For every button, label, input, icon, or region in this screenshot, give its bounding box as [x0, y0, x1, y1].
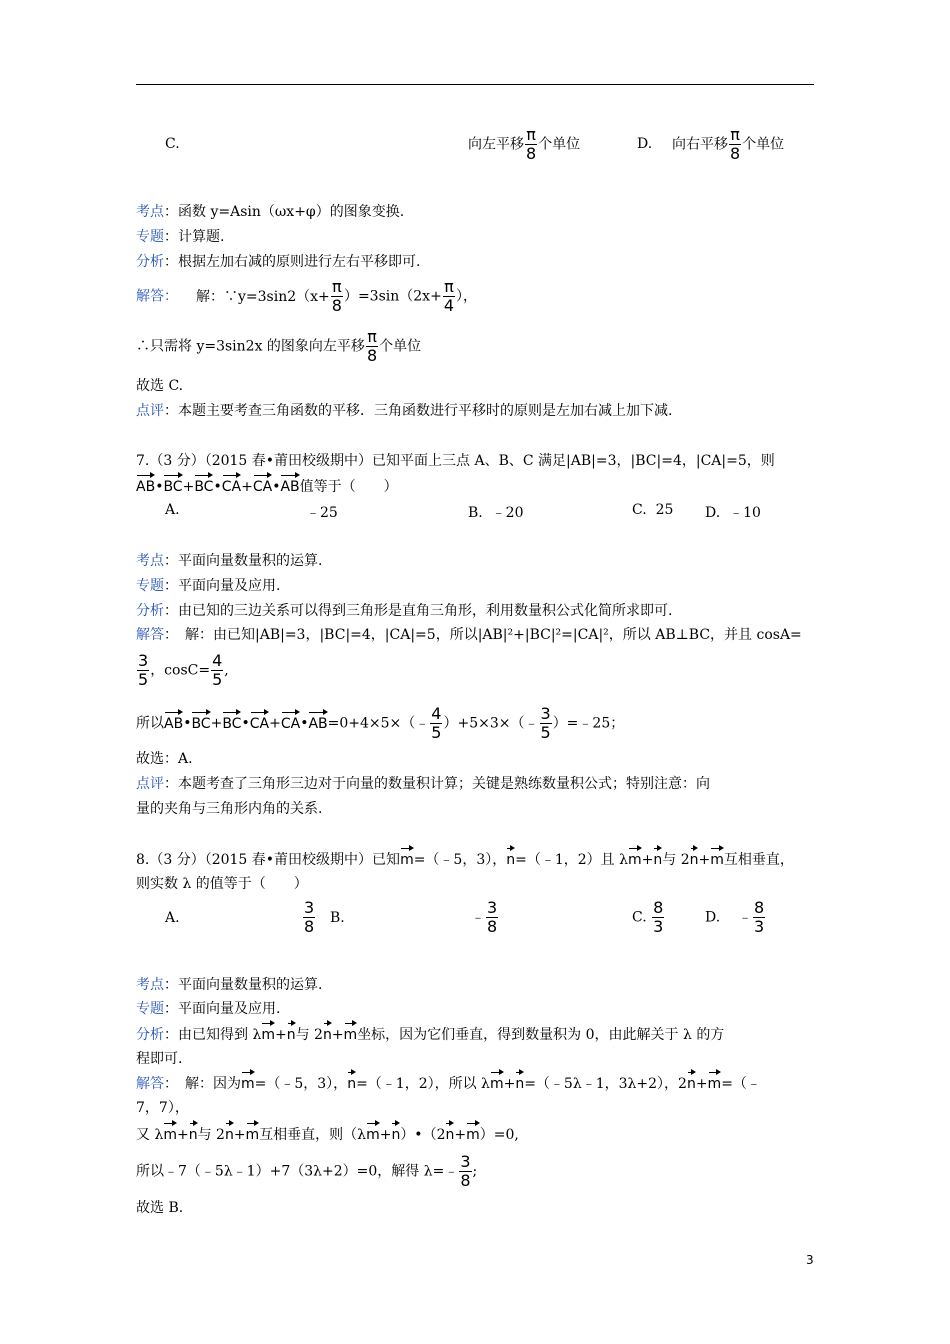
q6-option-c-label: C.: [165, 136, 180, 152]
q7-jieda: 解答： 解：由已知|AB|=3，|BC|=4，|CA|=5，所以|AB|²+|BC|²=|CA|²，所以 AB⊥BC，并且 cosA=: [136, 627, 802, 643]
q8-jieda-line2: 7，7），: [136, 1100, 189, 1116]
q7-stem-line2: AB•BC+BC•CA+CA•AB值等于（ ）: [136, 472, 398, 496]
q8-fenxi-line2: 程即可.: [136, 1051, 183, 1067]
q6-option-c: 向左平移 $\frac{\pi}{8}$ 个单位: [468, 125, 581, 163]
q6-option-d: 向右平移 $\frac{\pi}{8}$ 个单位: [672, 125, 785, 163]
q7-stem: 7.（3 分）（2015 春•莆田校级期中）已知平面上三点 A、B、C 满足|AB|=3，|BC|=4，|CA|=5，则: [136, 453, 775, 469]
q8-option-b-label: B.: [330, 910, 345, 926]
page-number: 3: [806, 1253, 814, 1267]
q8-option-c: C. $\frac{8}{3}$: [632, 898, 664, 936]
q7-fenxi: 分析：由已知的三边关系可以得到三角形是直角三角形，利用数量积公式化简所求即可.: [136, 603, 673, 619]
q6-zhuanti: 专题：计算题.: [136, 229, 225, 245]
q8-option-a: $\frac{3}{8}$: [304, 898, 315, 936]
q6-fenxi: 分析：根据左加右减的原则进行左右平移即可.: [136, 254, 421, 270]
q6-answer: 故选 C.: [136, 378, 184, 394]
q7-option-b: B. ﹣20: [468, 505, 524, 521]
q8-fenxi: 分析：由已知得到 λm+n与 2n+m坐标，因为它们垂直，得到数量积为 0，由此解关于 λ 的方: [136, 1020, 724, 1044]
q8-zhuanti: 专题：平面向量及应用.: [136, 1001, 281, 1017]
q8-option-a-label: A.: [165, 910, 180, 926]
q8-jieda-line4: 所以﹣7（﹣5λ﹣1）+7（3λ+2）=0，解得 λ=﹣ $\frac{3}{8}$ ;: [136, 1152, 478, 1190]
q7-zhuanti: 专题：平面向量及应用.: [136, 578, 281, 594]
q7-option-d: D. ﹣10: [705, 505, 761, 521]
q6-option-d-fraction: $\frac{\pi}{8}$: [730, 125, 741, 163]
q8-kaodian: 考点：平面向量数量积的运算.: [136, 977, 323, 993]
q8-option-d: D. ﹣ $\frac{8}{3}$: [705, 898, 765, 936]
q7-dianping: 点评：本题考查了三角形三边对于向量的数量积计算；关键是熟练数量积公式；特别注意：向: [136, 776, 710, 792]
q7-jieda-cos: $\frac{3}{5}$ ，cosC= $\frac{4}{5}$ ,: [138, 651, 229, 689]
q6-option-c-fraction: $\frac{\pi}{8}$: [526, 125, 537, 163]
q6-option-d-label: D.: [637, 136, 653, 152]
q8-jieda-line3: 又 λm+n与 2n+m互相垂直，则（λm+n）•（2n+m）=0,: [136, 1120, 519, 1144]
q8-answer: 故选 B.: [136, 1200, 184, 1216]
q6-jieda-line2: ∴只需将 y=3sin2x 的图象向左平移 $\frac{\pi}{8}$ 个单位: [136, 327, 422, 365]
q8-jieda: 解答： 解：因为m=（﹣5，3），n=（﹣1，2），所以 λm+n=（﹣5λ﹣1，3λ+2），2n+m=（﹣: [136, 1069, 761, 1093]
q7-jieda-calc: 所以AB•BC+BC•CA+CA•AB=0+4×5×（﹣ $\frac{4}{5}$ ）+5×3×（﹣ $\frac{3}{5}$ ）=﹣25；: [136, 704, 625, 742]
q7-answer: 故选：A.: [136, 751, 193, 767]
q7-option-a: ﹣25: [306, 505, 338, 521]
header-rule: [136, 84, 814, 85]
q6-jieda: 解答： 解：∵y=3sin2（x+ $\frac{\pi}{8}$ ）=3sin（2x+ $\frac{\pi}{4}$ ），: [136, 277, 477, 315]
q7-option-a-label: A.: [165, 502, 180, 518]
q6-kaodian: 考点：函数 y=Asin（ωx+φ）的图象变换.: [136, 204, 405, 220]
q8-stem-line2: 则实数 λ 的值等于（ ）: [136, 876, 308, 892]
q8-stem: 8.（3 分）（2015 春•莆田校级期中）已知m=（﹣5，3），n=（﹣1，2）且 λm+n与 2n+m互相垂直，: [136, 845, 794, 869]
q7-kaodian: 考点：平面向量数量积的运算.: [136, 553, 323, 569]
q7-option-c: C. 25: [632, 502, 674, 518]
q8-option-b: ﹣ $\frac{3}{8}$: [471, 898, 498, 936]
q6-dianping: 点评：本题主要考查三角函数的平移．三角函数进行平移时的原则是左加右减上加下减.: [136, 403, 673, 419]
q7-dianping-line2: 量的夹角与三角形内角的关系.: [136, 801, 323, 817]
q6-option-c-text: 向左平移: [468, 136, 524, 153]
